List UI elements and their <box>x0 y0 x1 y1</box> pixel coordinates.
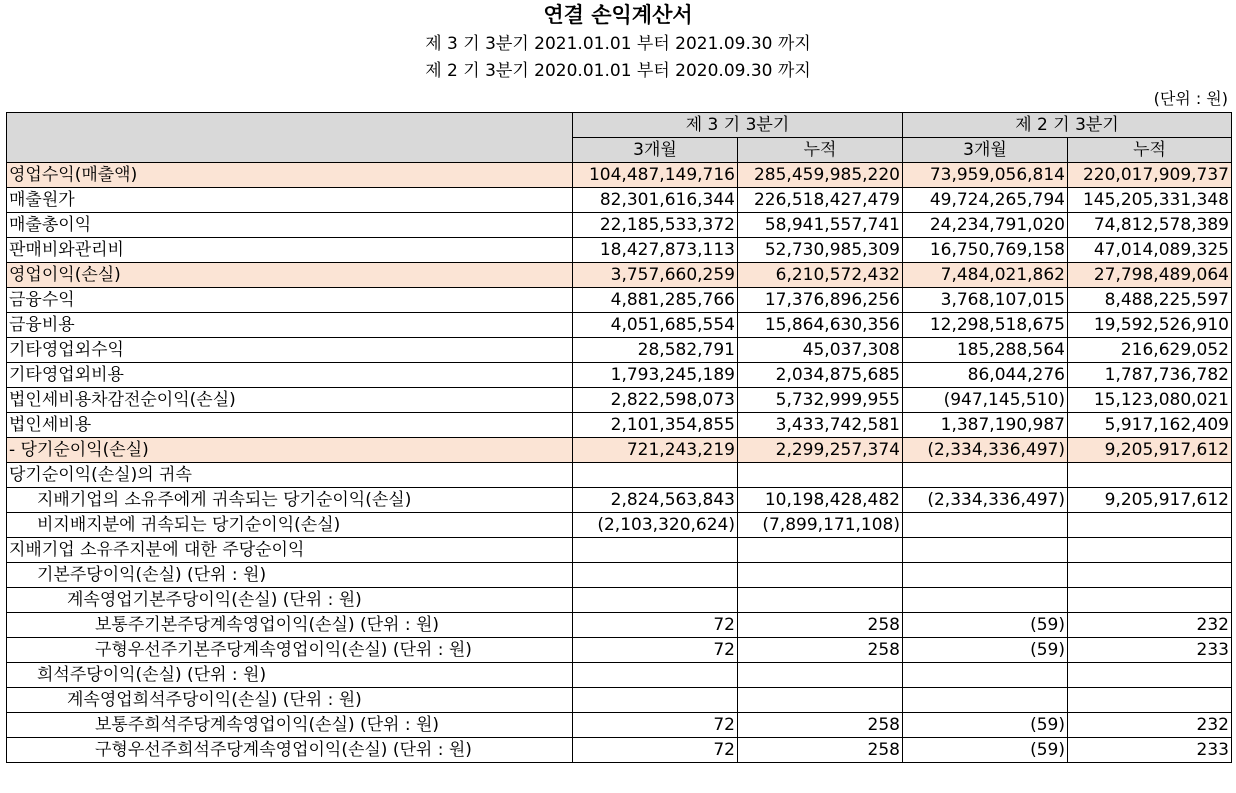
table-row <box>7 338 1232 363</box>
header-prior-three-month: 3개월 <box>903 138 1068 163</box>
table-row <box>7 638 1232 663</box>
current-cumulative-value <box>738 538 903 563</box>
table-row <box>7 363 1232 388</box>
prior-cumulative-value <box>1068 663 1232 688</box>
table-row <box>7 713 1232 738</box>
current-three-month-value: 72 <box>573 613 738 638</box>
current-three-month-value: (2,103,320,624) <box>573 513 738 538</box>
prior-three-month-value <box>903 463 1068 488</box>
header-item-cell <box>7 113 573 163</box>
current-three-month-value: 28,582,791 <box>573 338 738 363</box>
row-label: 판매비와관리비 <box>7 238 573 263</box>
income-statement-table <box>6 112 1232 763</box>
current-three-month-value: 18,427,873,113 <box>573 238 738 263</box>
prior-three-month-value: (2,334,336,497) <box>903 438 1068 463</box>
table-row <box>7 313 1232 338</box>
prior-cumulative-value: 232 <box>1068 613 1232 638</box>
prior-cumulative-value: 232 <box>1068 713 1232 738</box>
table-row <box>7 413 1232 438</box>
table-row <box>7 438 1232 463</box>
prior-three-month-value: 185,288,564 <box>903 338 1068 363</box>
current-cumulative-value: 226,518,427,479 <box>738 188 903 213</box>
prior-cumulative-value: 9,205,917,612 <box>1068 438 1232 463</box>
header-current-three-month: 3개월 <box>573 138 738 163</box>
prior-three-month-value: (2,334,336,497) <box>903 488 1068 513</box>
current-cumulative-value: 17,376,896,256 <box>738 288 903 313</box>
table-row <box>7 213 1232 238</box>
current-three-month-value: 72 <box>573 638 738 663</box>
prior-cumulative-value <box>1068 588 1232 613</box>
header-group-prior: 제 2 기 3분기 <box>903 113 1232 138</box>
prior-cumulative-value: 233 <box>1068 638 1232 663</box>
current-three-month-value: 4,051,685,554 <box>573 313 738 338</box>
header-prior-cumulative: 누적 <box>1068 138 1232 163</box>
prior-three-month-value: (59) <box>903 713 1068 738</box>
prior-three-month-value: 12,298,518,675 <box>903 313 1068 338</box>
header-row-groups <box>7 113 1232 138</box>
current-three-month-value: 4,881,285,766 <box>573 288 738 313</box>
prior-three-month-value: 3,768,107,015 <box>903 288 1068 313</box>
prior-cumulative-value: 216,629,052 <box>1068 338 1232 363</box>
current-three-month-value: 22,185,533,372 <box>573 213 738 238</box>
prior-three-month-value <box>903 588 1068 613</box>
current-cumulative-value: 258 <box>738 738 903 763</box>
current-cumulative-value: 258 <box>738 613 903 638</box>
prior-cumulative-value: 15,123,080,021 <box>1068 388 1232 413</box>
unit-note: (단위 : 원) <box>1153 89 1228 108</box>
prior-three-month-value <box>903 538 1068 563</box>
row-label: 계속영업기본주당이익(손실) (단위 : 원) <box>7 588 573 613</box>
prior-three-month-value <box>903 513 1068 538</box>
prior-three-month-value: 7,484,021,862 <box>903 263 1068 288</box>
table-row <box>7 388 1232 413</box>
prior-cumulative-value: 27,798,489,064 <box>1068 263 1232 288</box>
row-label: 기타영업외비용 <box>7 363 573 388</box>
prior-three-month-value <box>903 663 1068 688</box>
prior-cumulative-value <box>1068 538 1232 563</box>
table-row <box>7 663 1232 688</box>
prior-cumulative-value: 19,592,526,910 <box>1068 313 1232 338</box>
current-cumulative-value: 2,034,875,685 <box>738 363 903 388</box>
current-three-month-value <box>573 538 738 563</box>
current-three-month-value: 721,243,219 <box>573 438 738 463</box>
current-three-month-value: 2,101,354,855 <box>573 413 738 438</box>
table-row <box>7 463 1232 488</box>
row-label: 보통주기본주당계속영업이익(손실) (단위 : 원) <box>7 613 573 638</box>
current-three-month-value: 72 <box>573 713 738 738</box>
row-label: 구형우선주희석주당계속영업이익(손실) (단위 : 원) <box>7 738 573 763</box>
prior-cumulative-value <box>1068 513 1232 538</box>
table-row <box>7 188 1232 213</box>
row-label: 보통주희석주당계속영업이익(손실) (단위 : 원) <box>7 713 573 738</box>
table-row <box>7 688 1232 713</box>
table-row <box>7 238 1232 263</box>
row-label: 기본주당이익(손실) (단위 : 원) <box>7 563 573 588</box>
row-label: 영업수익(매출액) <box>7 163 573 188</box>
row-label: 지배기업 소유주지분에 대한 주당순이익 <box>7 538 573 563</box>
row-label: 비지배지분에 귀속되는 당기순이익(손실) <box>7 513 573 538</box>
row-label: 당기순이익(손실)의 귀속 <box>7 463 573 488</box>
current-cumulative-value: 52,730,985,309 <box>738 238 903 263</box>
current-cumulative-value <box>738 688 903 713</box>
header-current-cumulative: 누적 <box>738 138 903 163</box>
row-label: 매출원가 <box>7 188 573 213</box>
table-row <box>7 613 1232 638</box>
table-row <box>7 538 1232 563</box>
current-cumulative-value <box>738 663 903 688</box>
document-title: 연결 손익계산서 <box>543 3 693 27</box>
table-row <box>7 738 1232 763</box>
row-label: 금융비용 <box>7 313 573 338</box>
prior-three-month-value: 1,387,190,987 <box>903 413 1068 438</box>
current-three-month-value: 82,301,616,344 <box>573 188 738 213</box>
prior-cumulative-value: 5,917,162,409 <box>1068 413 1232 438</box>
prior-three-month-value: 49,724,265,794 <box>903 188 1068 213</box>
current-three-month-value: 2,824,563,843 <box>573 488 738 513</box>
table-row <box>7 263 1232 288</box>
current-cumulative-value: 285,459,985,220 <box>738 163 903 188</box>
current-cumulative-value: 45,037,308 <box>738 338 903 363</box>
table-row <box>7 513 1232 538</box>
row-label: 영업이익(손실) <box>7 263 573 288</box>
current-three-month-value <box>573 588 738 613</box>
prior-cumulative-value: 220,017,909,737 <box>1068 163 1232 188</box>
row-label: 금융수익 <box>7 288 573 313</box>
table-body <box>7 163 1232 763</box>
prior-cumulative-value <box>1068 563 1232 588</box>
row-label: 희석주당이익(손실) (단위 : 원) <box>7 663 573 688</box>
current-cumulative-value: 15,864,630,356 <box>738 313 903 338</box>
current-cumulative-value <box>738 563 903 588</box>
row-label: 매출총이익 <box>7 213 573 238</box>
current-cumulative-value: 5,732,999,955 <box>738 388 903 413</box>
current-three-month-value <box>573 688 738 713</box>
current-cumulative-value: (7,899,171,108) <box>738 513 903 538</box>
prior-three-month-value: 73,959,056,814 <box>903 163 1068 188</box>
prior-three-month-value <box>903 688 1068 713</box>
table-row <box>7 563 1232 588</box>
prior-cumulative-value: 1,787,736,782 <box>1068 363 1232 388</box>
current-cumulative-value: 58,941,557,741 <box>738 213 903 238</box>
current-cumulative-value: 2,299,257,374 <box>738 438 903 463</box>
current-three-month-value: 3,757,660,259 <box>573 263 738 288</box>
prior-three-month-value <box>903 563 1068 588</box>
current-cumulative-value: 6,210,572,432 <box>738 263 903 288</box>
prior-three-month-value: (947,145,510) <box>903 388 1068 413</box>
current-three-month-value: 72 <box>573 738 738 763</box>
header-group-current: 제 3 기 3분기 <box>573 113 903 138</box>
current-cumulative-value: 3,433,742,581 <box>738 413 903 438</box>
prior-three-month-value: (59) <box>903 613 1068 638</box>
table-row <box>7 588 1232 613</box>
prior-three-month-value: (59) <box>903 638 1068 663</box>
prior-cumulative-value <box>1068 688 1232 713</box>
row-label: 법인세비용차감전순이익(손실) <box>7 388 573 413</box>
prior-three-month-value: 24,234,791,020 <box>903 213 1068 238</box>
table-row <box>7 163 1232 188</box>
prior-cumulative-value: 8,488,225,597 <box>1068 288 1232 313</box>
table-row <box>7 288 1232 313</box>
row-label: - 당기순이익(손실) <box>7 438 573 463</box>
table-row <box>7 488 1232 513</box>
current-cumulative-value: 258 <box>738 638 903 663</box>
prior-cumulative-value <box>1068 463 1232 488</box>
period-prior: 제 2 기 3분기 2020.01.01 부터 2020.09.30 까지 <box>425 61 811 81</box>
prior-cumulative-value: 145,205,331,348 <box>1068 188 1232 213</box>
prior-cumulative-value: 9,205,917,612 <box>1068 488 1232 513</box>
prior-cumulative-value: 74,812,578,389 <box>1068 213 1232 238</box>
current-three-month-value: 2,822,598,073 <box>573 388 738 413</box>
row-label: 기타영업외수익 <box>7 338 573 363</box>
row-label: 구형우선주기본주당계속영업이익(손실) (단위 : 원) <box>7 638 573 663</box>
period-current: 제 3 기 3분기 2021.01.01 부터 2021.09.30 까지 <box>425 34 811 54</box>
current-cumulative-value: 10,198,428,482 <box>738 488 903 513</box>
prior-cumulative-value: 233 <box>1068 738 1232 763</box>
row-label: 법인세비용 <box>7 413 573 438</box>
prior-three-month-value: 16,750,769,158 <box>903 238 1068 263</box>
current-cumulative-value: 258 <box>738 713 903 738</box>
prior-three-month-value: 86,044,276 <box>903 363 1068 388</box>
row-label: 지배기업의 소유주에게 귀속되는 당기순이익(손실) <box>7 488 573 513</box>
current-three-month-value: 104,487,149,716 <box>573 163 738 188</box>
current-cumulative-value <box>738 463 903 488</box>
current-three-month-value <box>573 663 738 688</box>
row-label: 계속영업희석주당이익(손실) (단위 : 원) <box>7 688 573 713</box>
current-three-month-value: 1,793,245,189 <box>573 363 738 388</box>
current-three-month-value <box>573 463 738 488</box>
current-cumulative-value <box>738 588 903 613</box>
prior-three-month-value: (59) <box>903 738 1068 763</box>
current-three-month-value <box>573 563 738 588</box>
prior-cumulative-value: 47,014,089,325 <box>1068 238 1232 263</box>
